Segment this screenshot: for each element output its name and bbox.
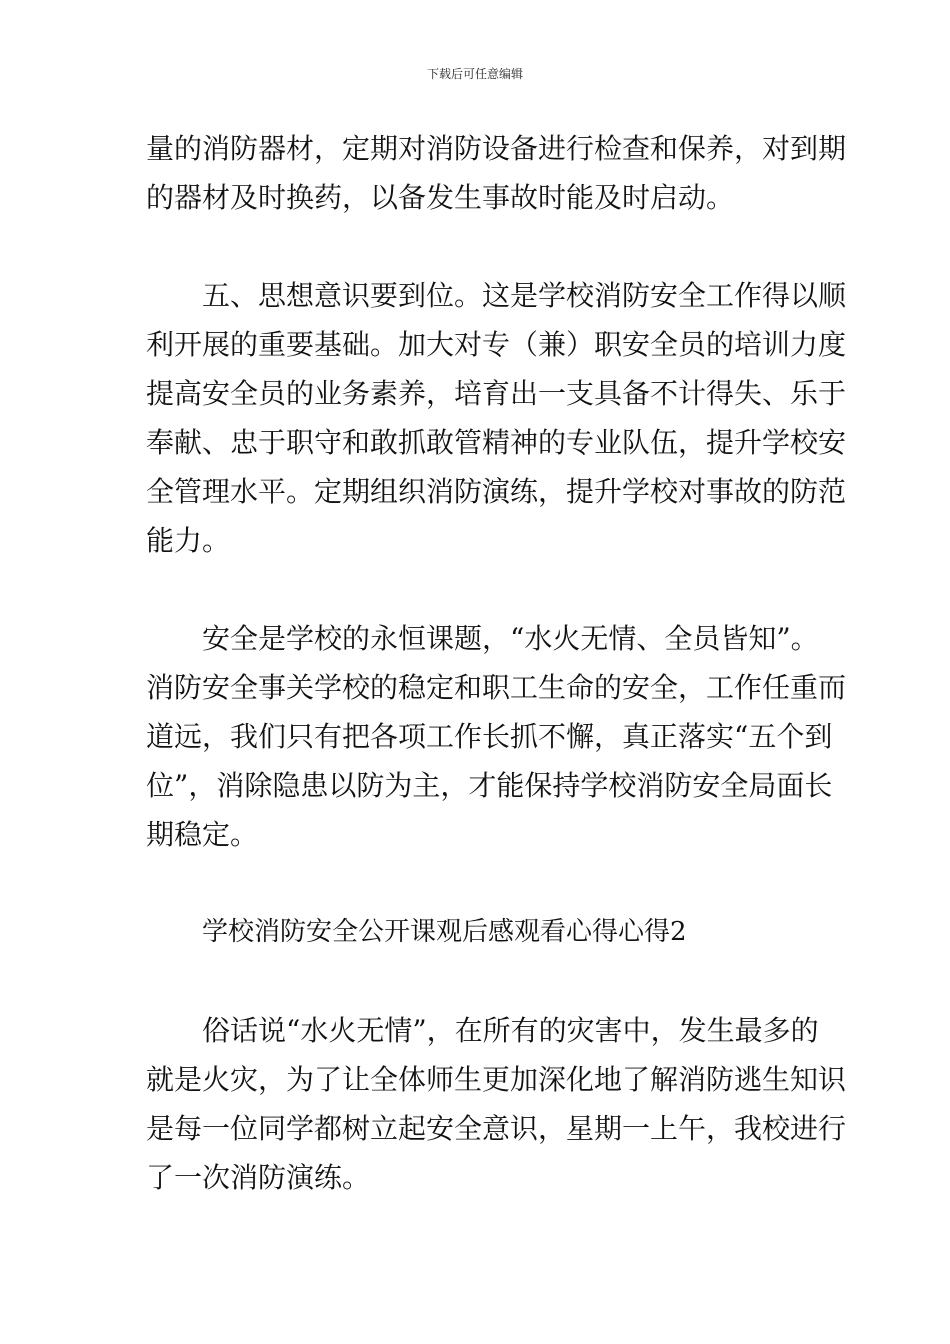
document-body [146,124,847,1202]
text-line: 量的消防器材，定期对消防设备进行检查和保养，对到期 [146,132,847,165]
paragraph-fire-drill [146,1006,847,1202]
text-line: 提高安全员的业务素养，培育出一支具备不计得失、乐于 [146,377,847,410]
text-line: 期稳定。 [146,818,259,851]
paragraph-gap [146,565,808,614]
paragraph-gap [146,859,808,908]
section-title-text: 学校消防安全公开课观后感观看心得心得2 [202,917,687,947]
page-header-note: 下载后可任意编辑 [426,67,523,81]
text-line: 五、思想意识要到位。这是学校消防安全工作得以顺 [202,279,847,312]
text-line: 奉献、忠于职守和敢抓敢管精神的专业队伍，提升学校安 [146,426,847,459]
text-line: 俗话说“水火无情”，在所有的灾害中，发生最多的 [202,1014,819,1047]
section-title [146,908,808,957]
paragraph-safety-summary [146,614,847,859]
text-line: 位”，消除隐患以防为主，才能保持学校消防安全局面长 [146,769,833,802]
text-line: 了一次消防演练。 [146,1161,371,1194]
paragraph-fire-equipment [146,124,847,222]
text-line: 利开展的重要基础。加大对专（兼）职安全员的培训力度 [146,328,847,361]
paragraph-awareness [146,271,847,565]
text-line: 消防安全事关学校的稳定和职工生命的安全，工作任重而 [146,671,847,704]
text-line: 是每一位同学都树立起安全意识，星期一上午，我校进行 [146,1112,847,1145]
text-line: 的器材及时换药，以备发生事故时能及时启动。 [146,181,735,214]
paragraph-gap [146,222,808,271]
text-line: 道远，我们只有把各项工作长抓不懈，真正落实“五个到 [146,720,833,753]
text-line: 就是火灾，为了让全体师生更加深化地了解消防逃生知识 [146,1063,847,1096]
text-line: 全管理水平。定期组织消防演练，提升学校对事故的防范 [146,475,847,508]
paragraph-gap [146,957,808,1006]
text-line: 能力。 [146,524,231,557]
text-line: 安全是学校的永恒课题，“水火无情、全员皆知”。 [202,622,819,655]
